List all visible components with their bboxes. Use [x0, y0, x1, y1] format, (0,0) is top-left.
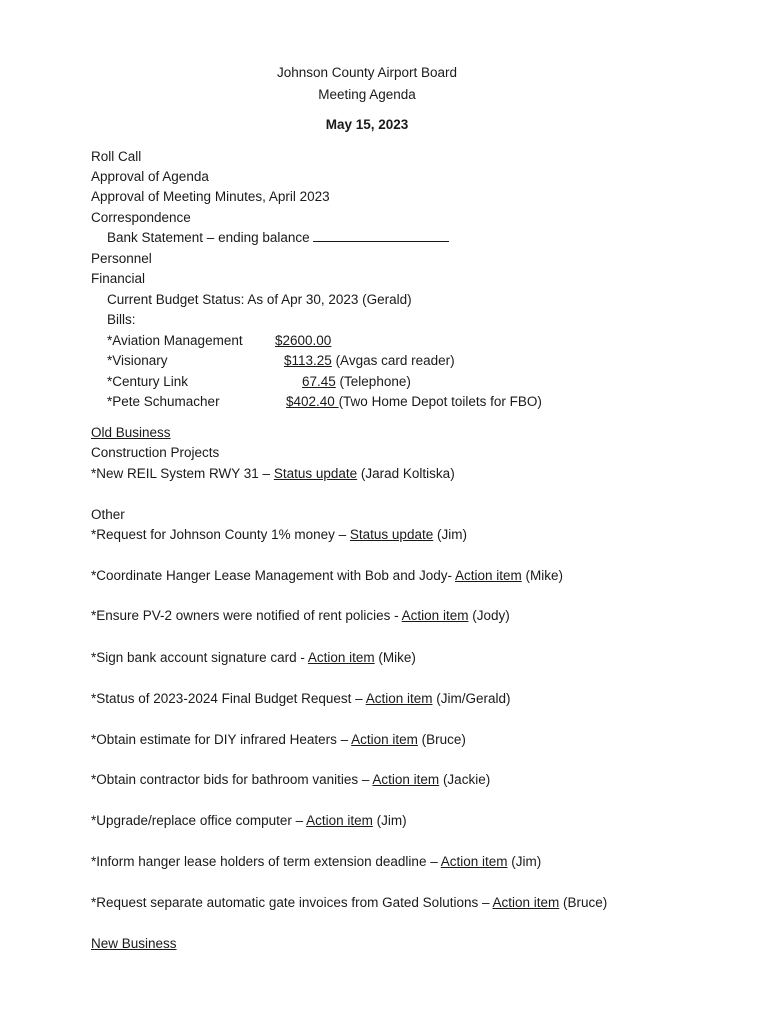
other-heading: Other [91, 507, 125, 522]
item-owner: (Jim) [372, 813, 407, 828]
agenda-item [91, 771, 490, 789]
status-link: Status update [273, 466, 358, 481]
item-text: *New REIL System RWY 31 – [91, 466, 274, 481]
bill-amount-line [286, 393, 542, 411]
bill-amount-line [284, 352, 455, 370]
agenda-item [91, 853, 541, 871]
item-text: *Sign bank account signature card - [91, 650, 308, 665]
bill-amount: $2600.00 [275, 333, 332, 348]
item-text: *Coordinate Hanger Lease Management with Bob and Jody- [91, 568, 455, 583]
item-owner: (Mike) [374, 650, 416, 665]
bill-amount: $113.25 [284, 353, 332, 368]
item-owner: (Bruce) [417, 732, 466, 747]
item-owner: (Bruce) [559, 895, 608, 910]
item-tag: Action item [454, 568, 522, 583]
item-text: *Inform hanger lease holders of term extension deadline – [91, 854, 441, 869]
item-text: *Upgrade/replace office computer – [91, 813, 307, 828]
doc-title: Meeting Agenda [318, 87, 416, 102]
item-owner: (Jody) [468, 608, 510, 623]
item-tag: Status update [349, 527, 434, 542]
bank-statement-label: Bank Statement – ending balance [107, 230, 310, 245]
agenda-item [91, 567, 563, 585]
new-business-heading: New Business [91, 936, 177, 951]
agenda-item [91, 526, 467, 544]
bill-amount-line [275, 332, 331, 350]
item-tag: Action item [401, 608, 469, 623]
bill-payee: *Pete Schumacher [107, 394, 220, 409]
bill-payee: *Visionary [107, 353, 168, 368]
agenda-item [91, 690, 511, 708]
correspondence: Correspondence [91, 210, 191, 225]
budget-status: Current Budget Status: As of Apr 30, 2023 (Gerald) [107, 292, 412, 307]
item-owner: (Mike) [521, 568, 564, 583]
agenda-item [91, 731, 466, 749]
bank-statement-line [107, 229, 449, 247]
bill-note: (Avgas card reader) [331, 353, 455, 368]
item-owner: (Jim/Gerald) [432, 691, 511, 706]
personnel: Personnel [91, 251, 152, 266]
roll-call: Roll Call [91, 149, 142, 164]
agenda-item [91, 894, 607, 912]
item-tag: Action item [372, 772, 440, 787]
approval-agenda: Approval of Agenda [91, 169, 209, 184]
agenda-item [91, 607, 510, 625]
item-tag: Action item [365, 691, 433, 706]
bill-note: (Two Home Depot toilets for FBO) [338, 394, 542, 409]
item-tag: Action item [307, 650, 375, 665]
item-text: *Ensure PV-2 owners were notified of rent policies - [91, 608, 402, 623]
item-text: *Obtain contractor bids for bathroom vanities – [91, 772, 373, 787]
reil-item [91, 465, 455, 483]
bill-payee: *Century Link [107, 374, 189, 389]
item-text: *Obtain estimate for DIY infrared Heaters – [91, 732, 352, 747]
agenda-item [91, 812, 407, 830]
bill-amount: $402.40 [286, 394, 339, 409]
item-tag: Action item [351, 732, 418, 747]
balance-blank [313, 229, 449, 242]
financial: Financial [91, 271, 146, 286]
item-tag: Action item [492, 895, 560, 910]
item-tag: Action item [306, 813, 373, 828]
item-text: *Request for Johnson County 1% money – [91, 527, 350, 542]
bill-amount: 67.45 [302, 374, 336, 389]
meeting-date: May 15, 2023 [325, 117, 409, 132]
bill-amount-line [302, 373, 411, 391]
item-owner: (Jarad Koltiska) [357, 466, 455, 481]
item-owner: (Jackie) [439, 772, 491, 787]
org-title: Johnson County Airport Board [276, 65, 458, 80]
item-text: *Status of 2023-2024 Final Budget Request – [91, 691, 366, 706]
bills-label: Bills: [107, 312, 136, 327]
old-business-heading: Old Business [91, 425, 171, 440]
item-tag: Action item [440, 854, 508, 869]
bill-note: (Telephone) [335, 374, 411, 389]
construction-projects: Construction Projects [91, 445, 220, 460]
item-owner: (Jim) [507, 854, 542, 869]
item-owner: (Jim) [433, 527, 467, 542]
bill-payee: *Aviation Management [107, 333, 243, 348]
agenda-item [91, 649, 416, 667]
approval-minutes: Approval of Meeting Minutes, April 2023 [91, 189, 330, 204]
item-text: *Request separate automatic gate invoices from Gated Solutions – [91, 895, 493, 910]
